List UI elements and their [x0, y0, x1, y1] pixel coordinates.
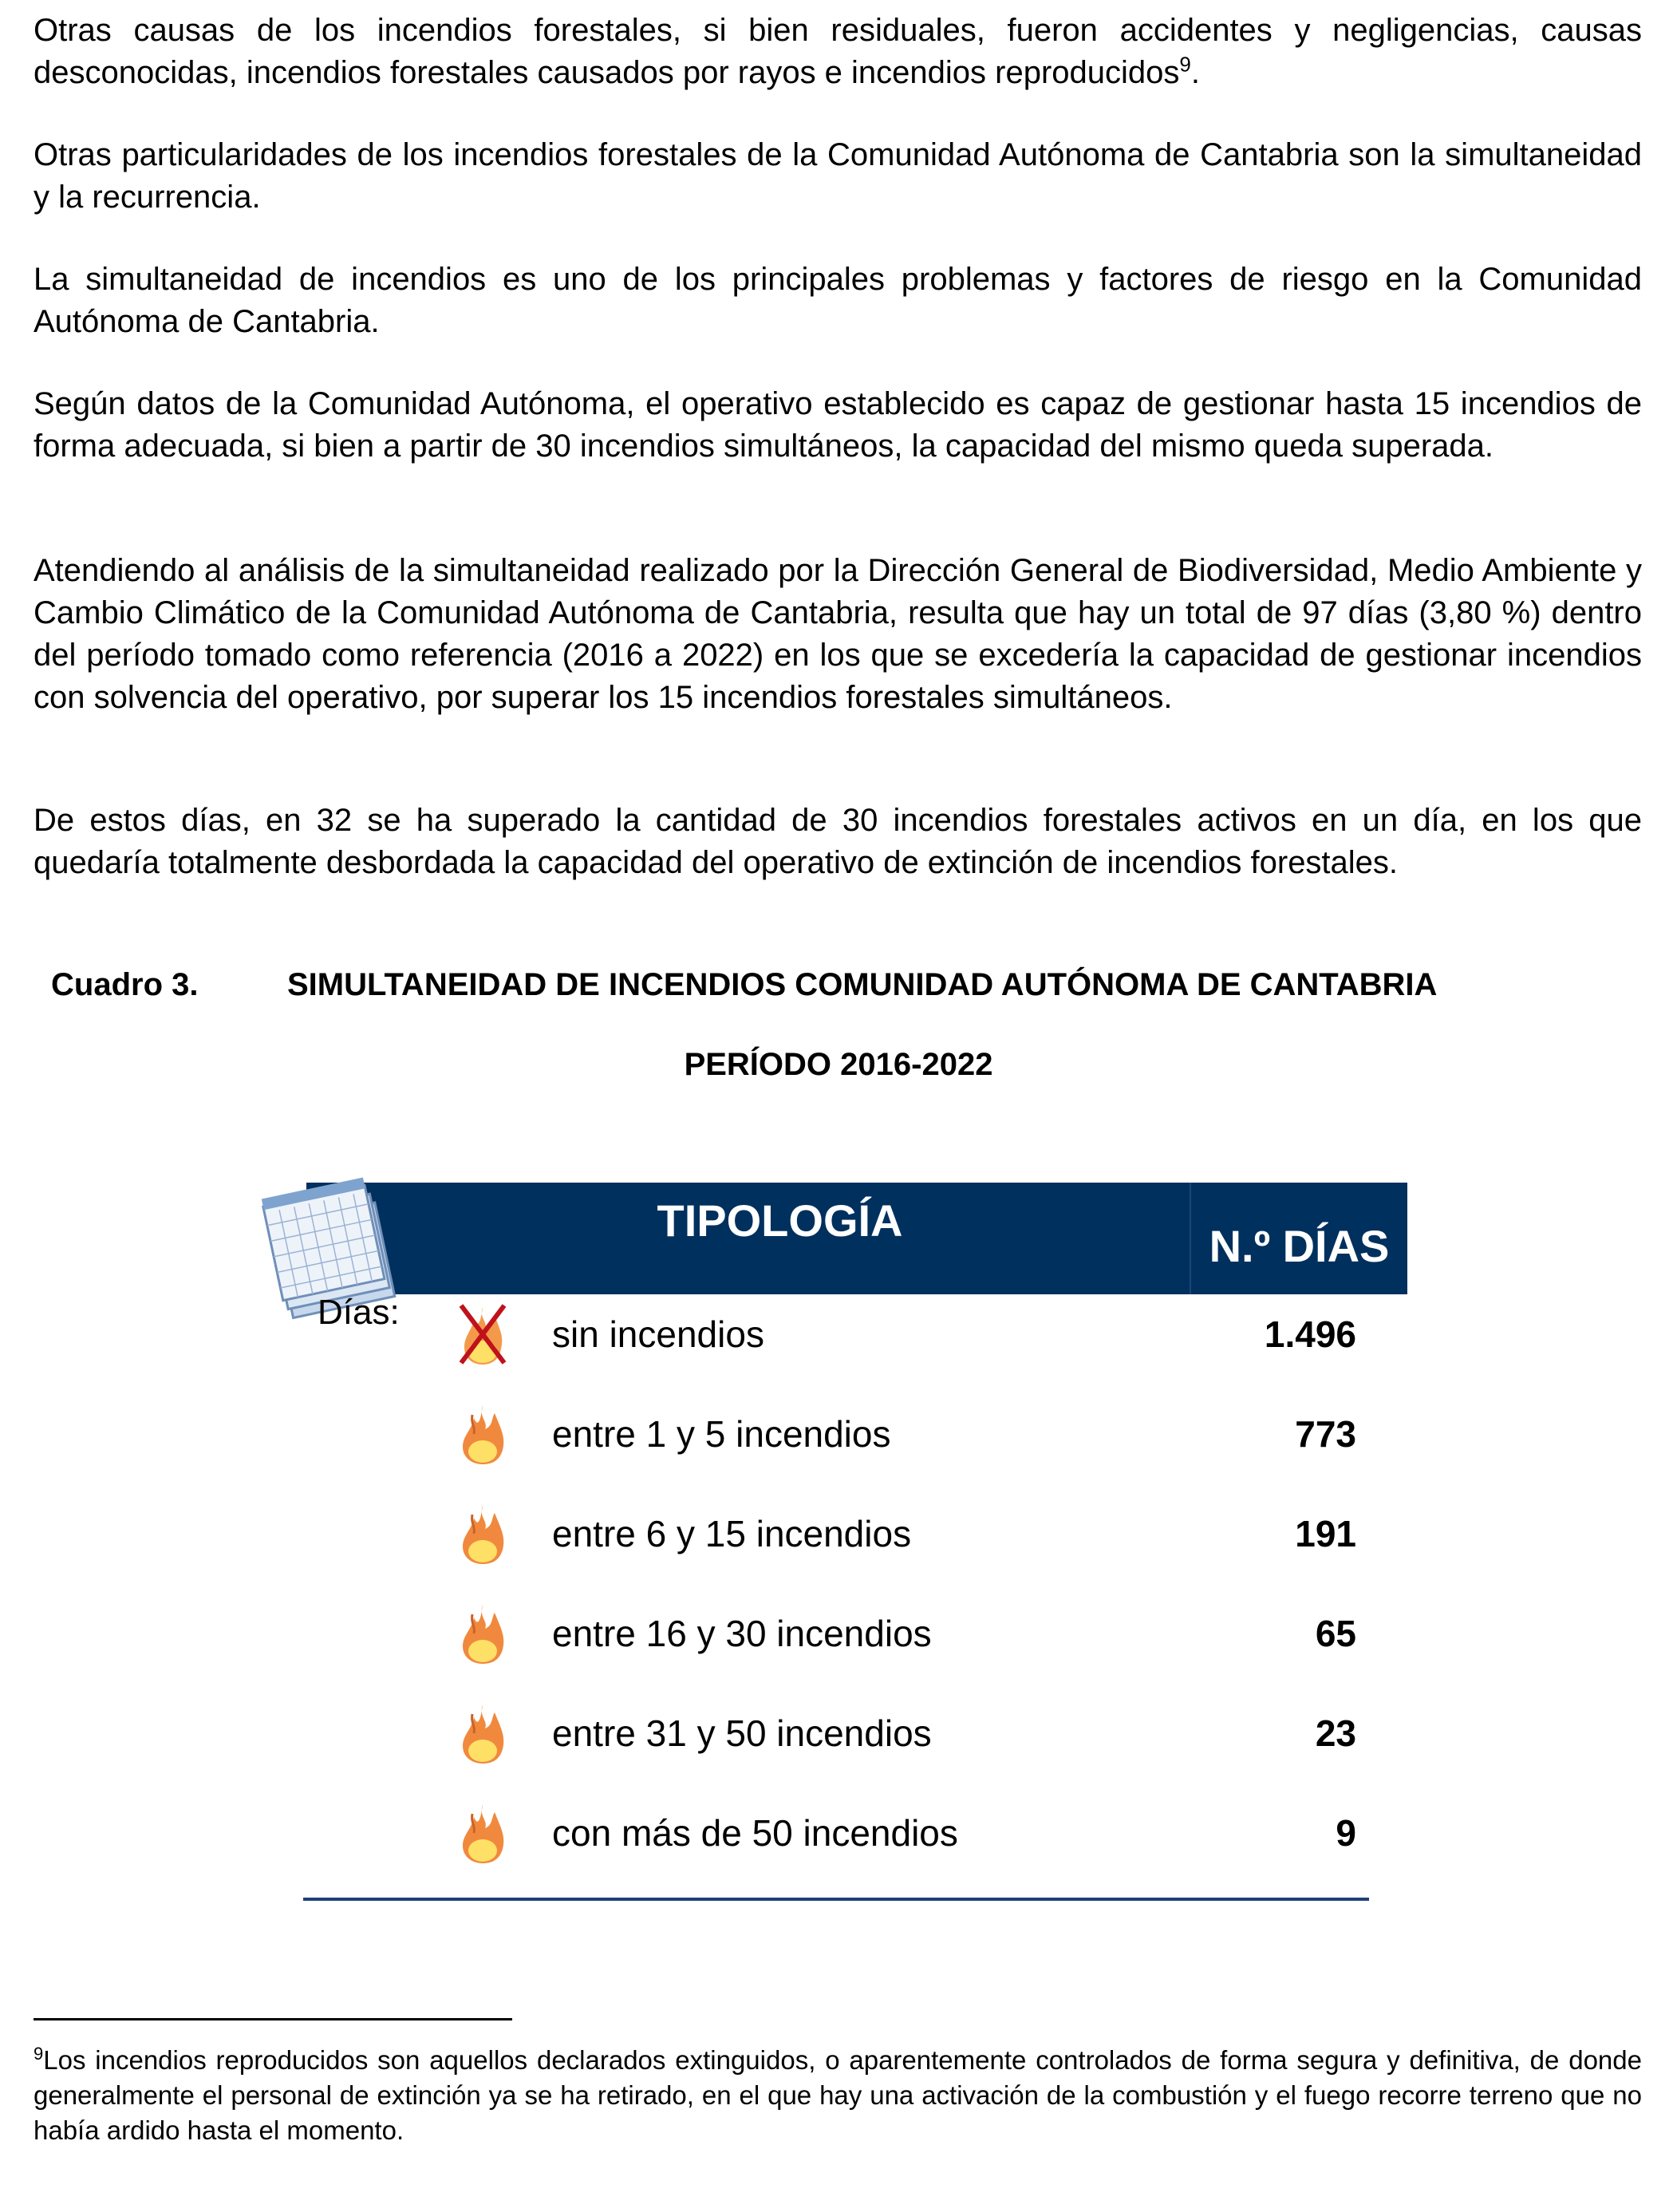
footnote-separator [34, 2018, 512, 2020]
fire-icon [455, 1602, 511, 1665]
row-value: 1.496 [1264, 1313, 1356, 1355]
table-caption-label: Cuadro 3. [51, 967, 199, 1002]
footnote-number: 9 [34, 2044, 44, 2064]
header-tipologia: TIPOLOGÍA [657, 1195, 903, 1246]
footnote-reference[interactable]: 9 [1179, 52, 1191, 77]
table-caption-subtitle: PERÍODO 2016-2022 [684, 1047, 993, 1082]
table-bottom-rule [303, 1898, 1369, 1901]
paragraph-particularities: Otras particularidades de los incendios forestales de la Comunidad Autónoma de Cantabria son la simultaneidad y la recurrencia. [34, 137, 1642, 215]
row-label: con más de 50 incendios [552, 1812, 958, 1854]
fire-icon [455, 1701, 511, 1765]
table-row [455, 1602, 1356, 1665]
paragraph-exceeded-days: De estos días, en 32 se ha superado la cantidad de 30 incendios forestales activos en un día, en los que quedaría totalmente desbordada la capacidad del operativo de extinción de incendios forestales. [34, 803, 1642, 880]
paragraph-other-causes [34, 10, 1642, 94]
table-row [455, 1801, 1356, 1865]
fire-icon [455, 1502, 511, 1566]
row-value: 9 [1336, 1812, 1356, 1854]
row-label: entre 1 y 5 incendios [552, 1413, 891, 1455]
table-caption-title: SIMULTANEIDAD DE INCENDIOS COMUNIDAD AUTÓNOMA DE CANTABRIA [287, 967, 1438, 1002]
row-label: sin incendios [552, 1313, 764, 1355]
table-header [306, 1183, 1407, 1294]
paragraph-simultaneity: La simultaneidad de incendios es uno de los principales problemas y factores de riesgo en la Comunidad Autónoma de Cantabria. [34, 262, 1642, 339]
fire-icon [455, 1801, 511, 1865]
table-row [455, 1502, 1356, 1566]
row-label: entre 16 y 30 incendios [552, 1613, 932, 1654]
header-num-dias: N.º DÍAS [1209, 1221, 1390, 1271]
footnote-text: Los incendios reproducidos son aquellos declarados extinguidos, o aparentemente controlados de forma segura y definitiva, de donde generalmente el personal de extinción ya se ha retirado, en el que hay una activación de la combustión y el fuego recorre terreno que no había ardido hasta el momento. [34, 2045, 1642, 2145]
table-row [455, 1402, 1356, 1466]
row-value: 773 [1295, 1413, 1356, 1455]
paragraph-suffix: . [1190, 55, 1200, 90]
row-value: 191 [1295, 1513, 1356, 1554]
row-label: entre 6 y 15 incendios [552, 1513, 912, 1554]
paragraph-capacity: Según datos de la Comunidad Autónoma, el operativo establecido es capaz de gestionar hasta 15 incendios de forma adecuada, si bien a partir de 30 incendios simultáneos, la capacidad del mismo queda superada. [34, 386, 1642, 464]
paragraph-analysis: Atendiendo al análisis de la simultaneidad realizado por la Dirección General de Biodiversidad, Medio Ambiente y Cambio Climático de la Comunidad Autónoma de Cantabria, resulta que hay un total de 97 días (3,80 %) dentro del período tomado como referencia (2016 a 2022) en los que se excedería la capacidad de gestionar incendios con solvencia del operativo, por superar los 15 incendios forestales simultáneos. [34, 553, 1642, 715]
no-fire-icon [455, 1302, 511, 1366]
table-row [455, 1701, 1356, 1765]
row-value: 65 [1315, 1613, 1356, 1654]
row-label: entre 31 y 50 incendios [552, 1712, 932, 1754]
footnote [34, 2043, 1642, 2148]
dias-row-prefix: Días: [318, 1293, 400, 1332]
table-row [455, 1302, 1356, 1366]
row-value: 23 [1315, 1712, 1356, 1754]
paragraph-text: Otras causas de los incendios forestales, si bien residuales, fueron accidentes y negligencias, causas desconocidas, incendios forestales causados por rayos e incendios reproducidos [34, 13, 1642, 90]
fire-icon [455, 1402, 511, 1466]
